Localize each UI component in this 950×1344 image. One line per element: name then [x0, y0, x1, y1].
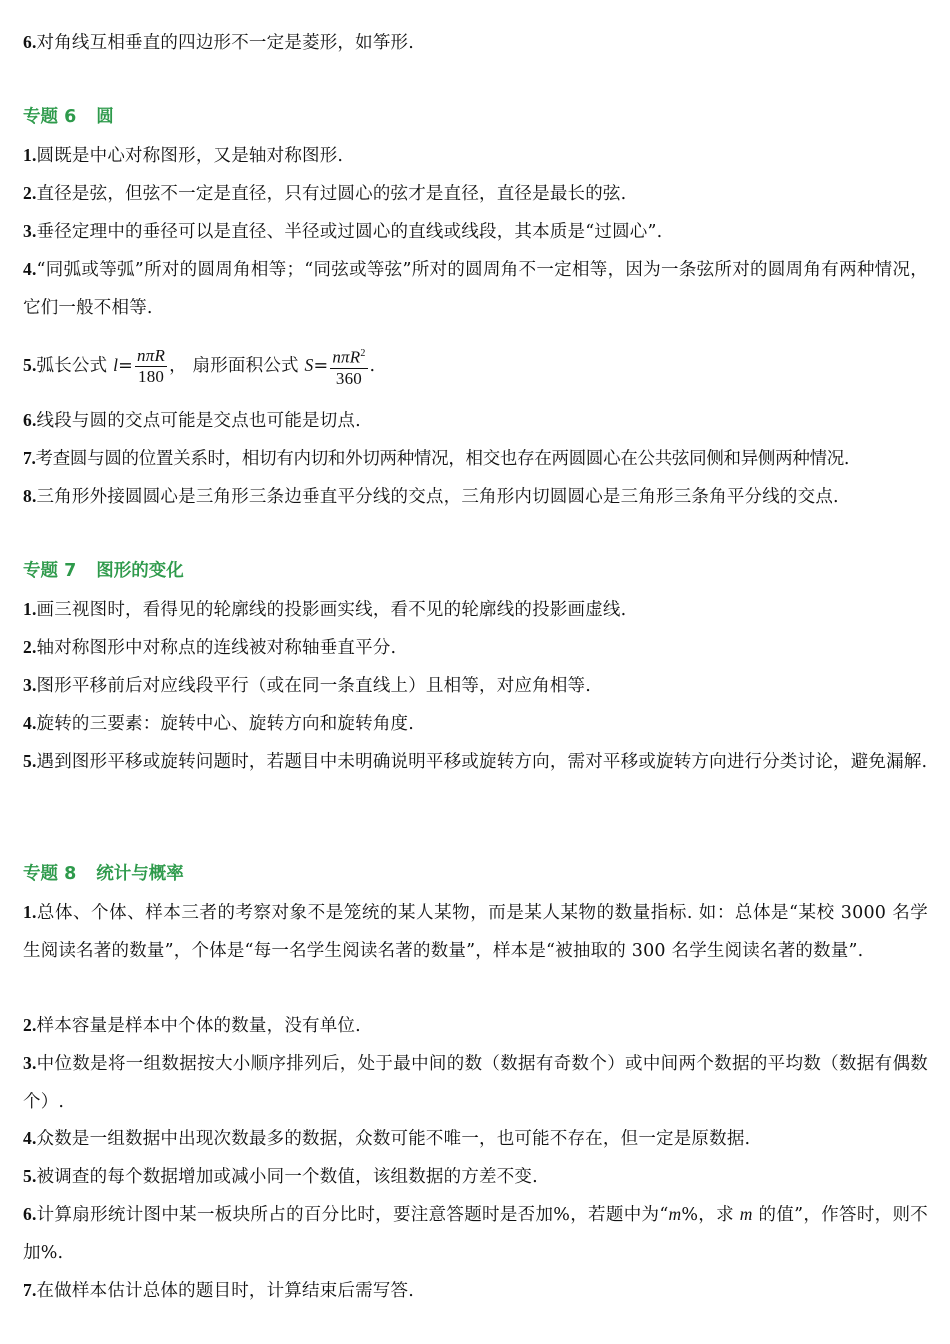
fraction-denominator: 180: [138, 366, 165, 386]
item-number: 5.: [23, 751, 37, 771]
item-number: 2.: [23, 637, 37, 657]
item-number: 7.: [23, 448, 36, 468]
item-text: 考查圆与圆的位置关系时，相切有内切和外切两种情况，相交也存在两圆圆心在公共弦同侧和异侧两种情况.: [35, 449, 850, 469]
math-variable: m: [668, 1204, 682, 1224]
item-text: 遇到图形平移或旋转问题时，若题目中未明确说明平移或旋转方向，需对平移或旋转方向进行分类讨论，避免漏解.: [36, 752, 928, 772]
item-number: 6.: [23, 410, 37, 430]
section-heading: [23, 855, 184, 893]
list-item: [23, 1271, 928, 1310]
item-number: 1.: [23, 599, 37, 619]
item-number: 3.: [23, 675, 37, 695]
arc-length-fraction: [135, 346, 167, 387]
math-variable: m: [739, 1204, 753, 1224]
item-text: 画三视图时，看得见的轮廓线的投影画实线，看不见的轮廓线的投影画虚线.: [36, 600, 627, 620]
fraction-numerator: [330, 344, 367, 369]
sector-area-fraction: [330, 344, 367, 389]
item-text: 总体、个体、样本三者的考察对象不是笼统的某人某物，而是某人某物的数量指标. 如：总体是“某校 3000 名学生阅读名著的数量”，个体是“每一名学生阅读名著的数量”，样本是“被抽取的 300 名学生阅读名著的数量”.: [23, 903, 928, 961]
item-number: 5.: [23, 354, 37, 375]
item-text: 直径是弦，但弦不一定是直径，只有过圆心的弦才是直径，直径是最长的弦.: [36, 184, 627, 204]
item-text: 圆既是中心对称图形，又是轴对称图形.: [36, 146, 344, 166]
item-text: 在做样本估计总体的题目时，计算结束后需写答.: [36, 1281, 414, 1301]
list-item: [23, 1006, 928, 1045]
item-text: 线段与圆的交点可能是交点也可能是切点.: [36, 411, 361, 431]
item-number: 1.: [23, 145, 37, 165]
item-text: 三角形外接圆圆心是三角形三条边垂直平分线的交点，三角形内切圆圆心是三角形三条角平分线的交点.: [36, 487, 839, 507]
item-number: 5.: [23, 1166, 37, 1186]
item-text: 旋转的三要素：旋转中心、旋转方向和旋转角度.: [36, 714, 414, 734]
list-item: [23, 212, 928, 251]
list-item: [23, 1157, 928, 1196]
list-item: [23, 23, 928, 62]
section-title: 图形的变化: [96, 561, 184, 581]
item-text: 众数是一组数据中出现次数最多的数据，众数可能不唯一，也可能不存在，但一定是原数据.: [36, 1129, 751, 1149]
item-text: 中位数是将一组数据按大小顺序排列后，处于最中间的数（数据有奇数个）或中间两个数据的平均数（数据有偶数个）.: [23, 1054, 928, 1112]
numerator-text: nπR: [332, 347, 361, 367]
item-number: 6.: [23, 32, 37, 52]
item-number: 2.: [23, 1015, 37, 1035]
separator: ，: [169, 355, 187, 376]
item-number: 4.: [23, 259, 37, 279]
item-number: 4.: [23, 1128, 37, 1148]
item-number: 3.: [23, 1053, 37, 1073]
item-text: “同弧或等弧”所对的圆周角相等；“同弦或等弦”所对的圆周角不一定相等，因为一条弦所对的圆周角有两种情况，它们一般不相等.: [23, 260, 928, 318]
section-label: 专题 7: [23, 561, 77, 581]
item-number: 7.: [23, 1280, 37, 1300]
list-item: [23, 590, 928, 629]
arc-length-var: l: [113, 354, 119, 375]
list-item: [23, 477, 928, 516]
item-text-part: 计算扇形统计图中某一板块所占的百分比时，要注意答题时是否加%，若题中为“: [36, 1205, 669, 1225]
item-number: 8.: [23, 486, 37, 506]
item-text: 图形平移前后对应线段平行（或在同一条直线上）且相等，对应角相等.: [36, 676, 591, 696]
list-item: [23, 1195, 928, 1272]
list-item: [23, 1044, 928, 1121]
item-text: 样本容量是样本中个体的数量，没有单位.: [36, 1016, 361, 1036]
section-heading: [23, 552, 184, 590]
section-title: 统计与概率: [96, 864, 184, 884]
list-item: [23, 742, 928, 781]
list-item: [23, 439, 928, 478]
item-number: 2.: [23, 183, 37, 203]
item-text: 对角线互相垂直的四边形不一定是菱形，如筝形.: [36, 33, 414, 53]
list-item: [23, 401, 928, 440]
item-number: 6.: [23, 1204, 37, 1224]
item-number: 3.: [23, 221, 37, 241]
item-text-part: %，求: [681, 1205, 740, 1225]
sector-area-label: 扇形面积公式: [192, 355, 299, 376]
fraction-denominator: 360: [335, 368, 362, 388]
period: .: [369, 355, 376, 376]
equals-sign: =: [313, 355, 329, 376]
list-item: [23, 136, 928, 175]
list-item: [23, 704, 928, 743]
list-item: [23, 1119, 928, 1158]
exponent: 2: [360, 348, 366, 359]
item-text: 轴对称图形中对称点的连线被对称轴垂直平分.: [36, 638, 397, 658]
list-item: [23, 893, 928, 970]
item-text-part: 的值”，作答时，则不加%.: [23, 1205, 928, 1263]
formula-item: [23, 344, 928, 389]
sector-area-var: S: [304, 354, 314, 375]
item-text: 被调查的每个数据增加或减小同一个数值，该组数据的方差不变.: [36, 1167, 538, 1187]
section-heading: [23, 98, 114, 136]
list-item: [23, 174, 928, 213]
list-item: [23, 666, 928, 705]
item-number: 4.: [23, 713, 37, 733]
item-text: 垂径定理中的垂径可以是直径、半径或过圆心的直线或线段，其本质是“过圆心”.: [36, 222, 663, 242]
item-number: 1.: [23, 902, 37, 922]
arc-length-label: 弧长公式: [36, 355, 108, 376]
fraction-numerator: nπR: [137, 345, 166, 365]
section-label: 专题 8: [23, 864, 77, 884]
section-label: 专题 6: [23, 107, 77, 127]
section-title: 圆: [96, 107, 114, 127]
equals-sign: =: [118, 355, 134, 376]
list-item: [23, 250, 928, 327]
list-item: [23, 628, 928, 667]
